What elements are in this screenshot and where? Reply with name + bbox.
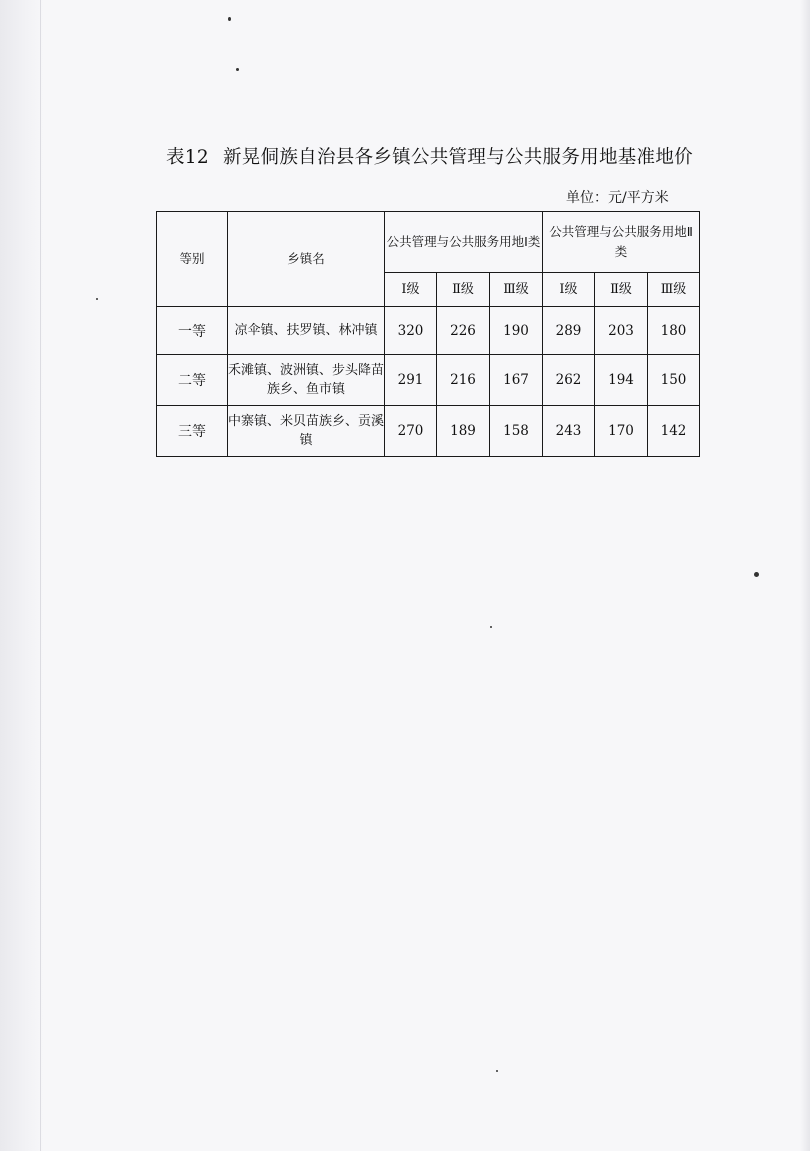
row-towns: 凉伞镇、扶罗镇、林冲镇 (228, 307, 385, 355)
header-group-1: 公共管理与公共服务用地Ⅰ类 (385, 212, 543, 273)
header-level: Ⅱ级 (437, 273, 490, 307)
table-row (157, 355, 700, 406)
row-value: 226 (437, 307, 490, 355)
row-value: 189 (437, 406, 490, 457)
row-value: 142 (648, 406, 700, 457)
scan-speck (496, 1070, 498, 1072)
table-row (157, 406, 700, 457)
row-value: 262 (543, 355, 595, 406)
row-value: 289 (543, 307, 595, 355)
row-value: 194 (595, 355, 648, 406)
unit-label: 单位：元/平方米 (566, 190, 669, 206)
row-value: 167 (490, 355, 543, 406)
scan-speck (490, 626, 492, 628)
scan-edge-line (40, 0, 41, 1151)
header-row-group (157, 212, 700, 273)
row-value: 180 (648, 307, 700, 355)
header-level: Ⅲ级 (648, 273, 700, 307)
row-value: 270 (385, 406, 437, 457)
scan-speck (754, 572, 759, 577)
header-level: Ⅲ级 (490, 273, 543, 307)
row-value: 320 (385, 307, 437, 355)
row-value: 170 (595, 406, 648, 457)
header-level: Ⅰ级 (543, 273, 595, 307)
row-value: 216 (437, 355, 490, 406)
row-value: 243 (543, 406, 595, 457)
scan-speck (236, 68, 239, 71)
row-value: 203 (595, 307, 648, 355)
header-level: Ⅰ级 (385, 273, 437, 307)
document-title (166, 143, 693, 169)
scan-shadow-right (800, 0, 810, 1151)
row-grade: 一等 (157, 307, 228, 355)
row-value: 150 (648, 355, 700, 406)
header-town: 乡镇名 (228, 212, 385, 307)
row-towns: 禾滩镇、波洲镇、步头降苗族乡、鱼市镇 (228, 355, 385, 406)
row-value: 190 (490, 307, 543, 355)
row-towns: 中寨镇、米贝苗族乡、贡溪镇 (228, 406, 385, 457)
table-row (157, 307, 700, 355)
scan-speck (228, 17, 231, 21)
scan-shadow-left (0, 0, 44, 1151)
row-grade: 三等 (157, 406, 228, 457)
row-value: 291 (385, 355, 437, 406)
header-group-2: 公共管理与公共服务用地Ⅱ类 (543, 212, 700, 273)
scan-speck (96, 298, 98, 300)
land-price-table (156, 211, 700, 457)
title-text: 新晃侗族自治县各乡镇公共管理与公共服务用地基准地价 (222, 147, 693, 168)
header-grade: 等别 (157, 212, 228, 307)
table-number: 表12 (166, 147, 209, 168)
row-grade: 二等 (157, 355, 228, 406)
row-value: 158 (490, 406, 543, 457)
header-level: Ⅱ级 (595, 273, 648, 307)
